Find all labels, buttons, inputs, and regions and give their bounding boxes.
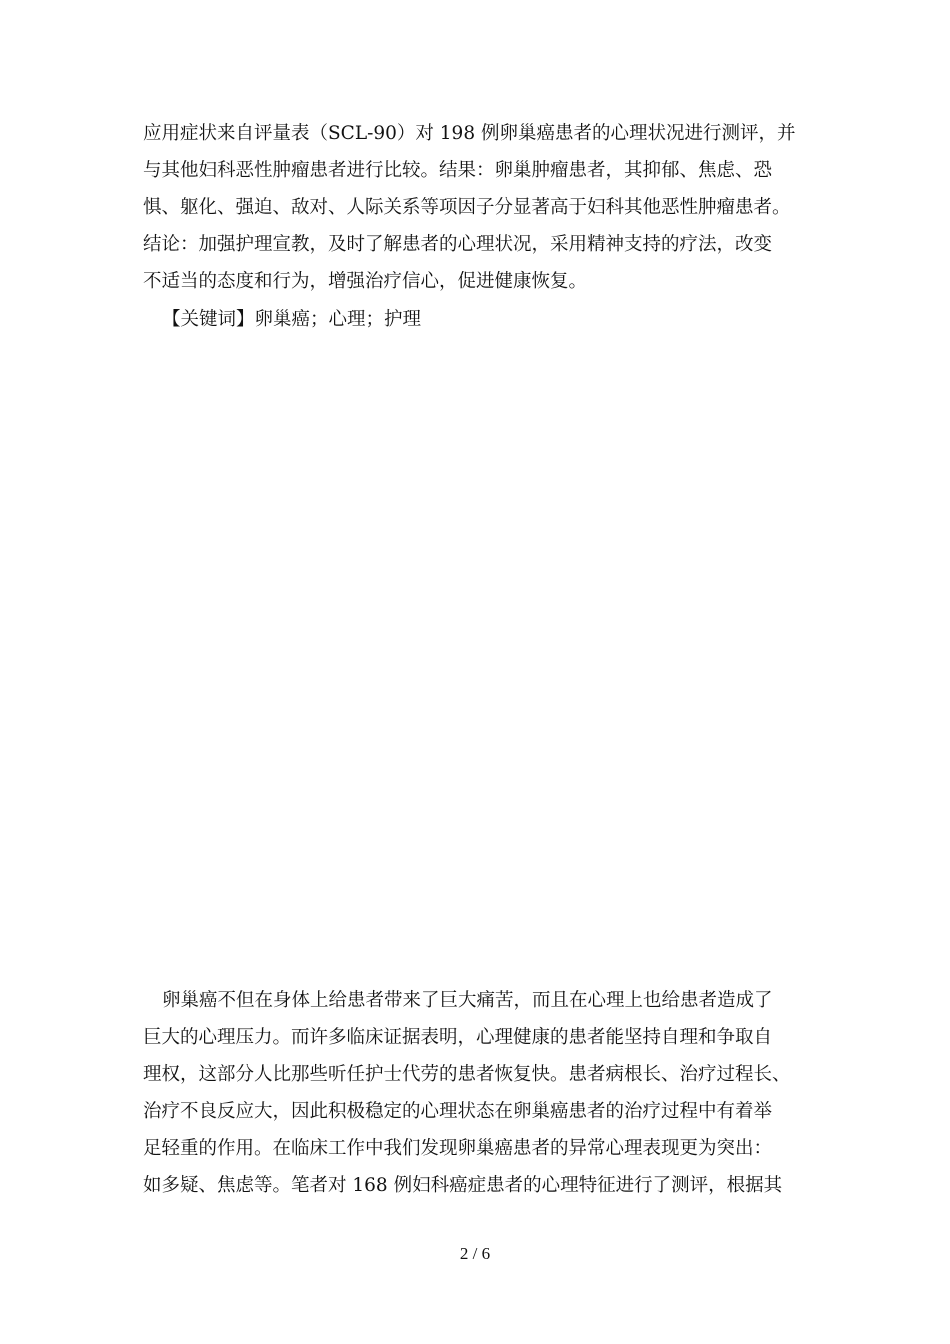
- keywords-line: 【关键词】卵巢癌；心理；护理: [162, 309, 422, 330]
- body-line-6: 如多疑、焦虑等。笔者对 168 例妇科癌症患者的心理特征进行了测评，根据其: [143, 1175, 783, 1196]
- abstract-line-2: 与其他妇科恶性肿瘤患者进行比较。结果：卵巢肿瘤患者，其抑郁、焦虑、恐: [143, 160, 773, 181]
- page-number: 2 / 6: [459, 1244, 491, 1263]
- abstract-line-3: 惧、躯化、强迫、敌对、人际关系等项因子分显著高于妇科其他恶性肿瘤患者。: [143, 197, 791, 218]
- abstract-line-4: 结论：加强护理宣教，及时了解患者的心理状况，采用精神支持的疗法，改变: [143, 234, 773, 255]
- abstract-line-5: 不适当的态度和行为，增强治疗信心，促进健康恢复。: [143, 271, 588, 292]
- body-line-1: 卵巢癌不但在身体上给患者带来了巨大痛苦，而且在心理上也给患者造成了: [162, 990, 773, 1011]
- body-line-4: 治疗不良反应大，因此积极稳定的心理状态在卵巢癌患者的治疗过程中有着举: [143, 1101, 773, 1122]
- body-line-5: 足轻重的作用。在临床工作中我们发现卵巢癌患者的异常心理表现更为突出：: [143, 1138, 773, 1159]
- body-line-2: 巨大的心理压力。而许多临床证据表明，心理健康的患者能坚持自理和争取自: [143, 1027, 773, 1048]
- abstract-line-1: 应用症状来自评量表（SCL-90）对 198 例卵巢癌患者的心理状况进行测评，并: [143, 123, 796, 144]
- body-line-3: 理权，这部分人比那些听任护士代劳的患者恢复快。患者病根长、治疗过程长、: [143, 1064, 791, 1085]
